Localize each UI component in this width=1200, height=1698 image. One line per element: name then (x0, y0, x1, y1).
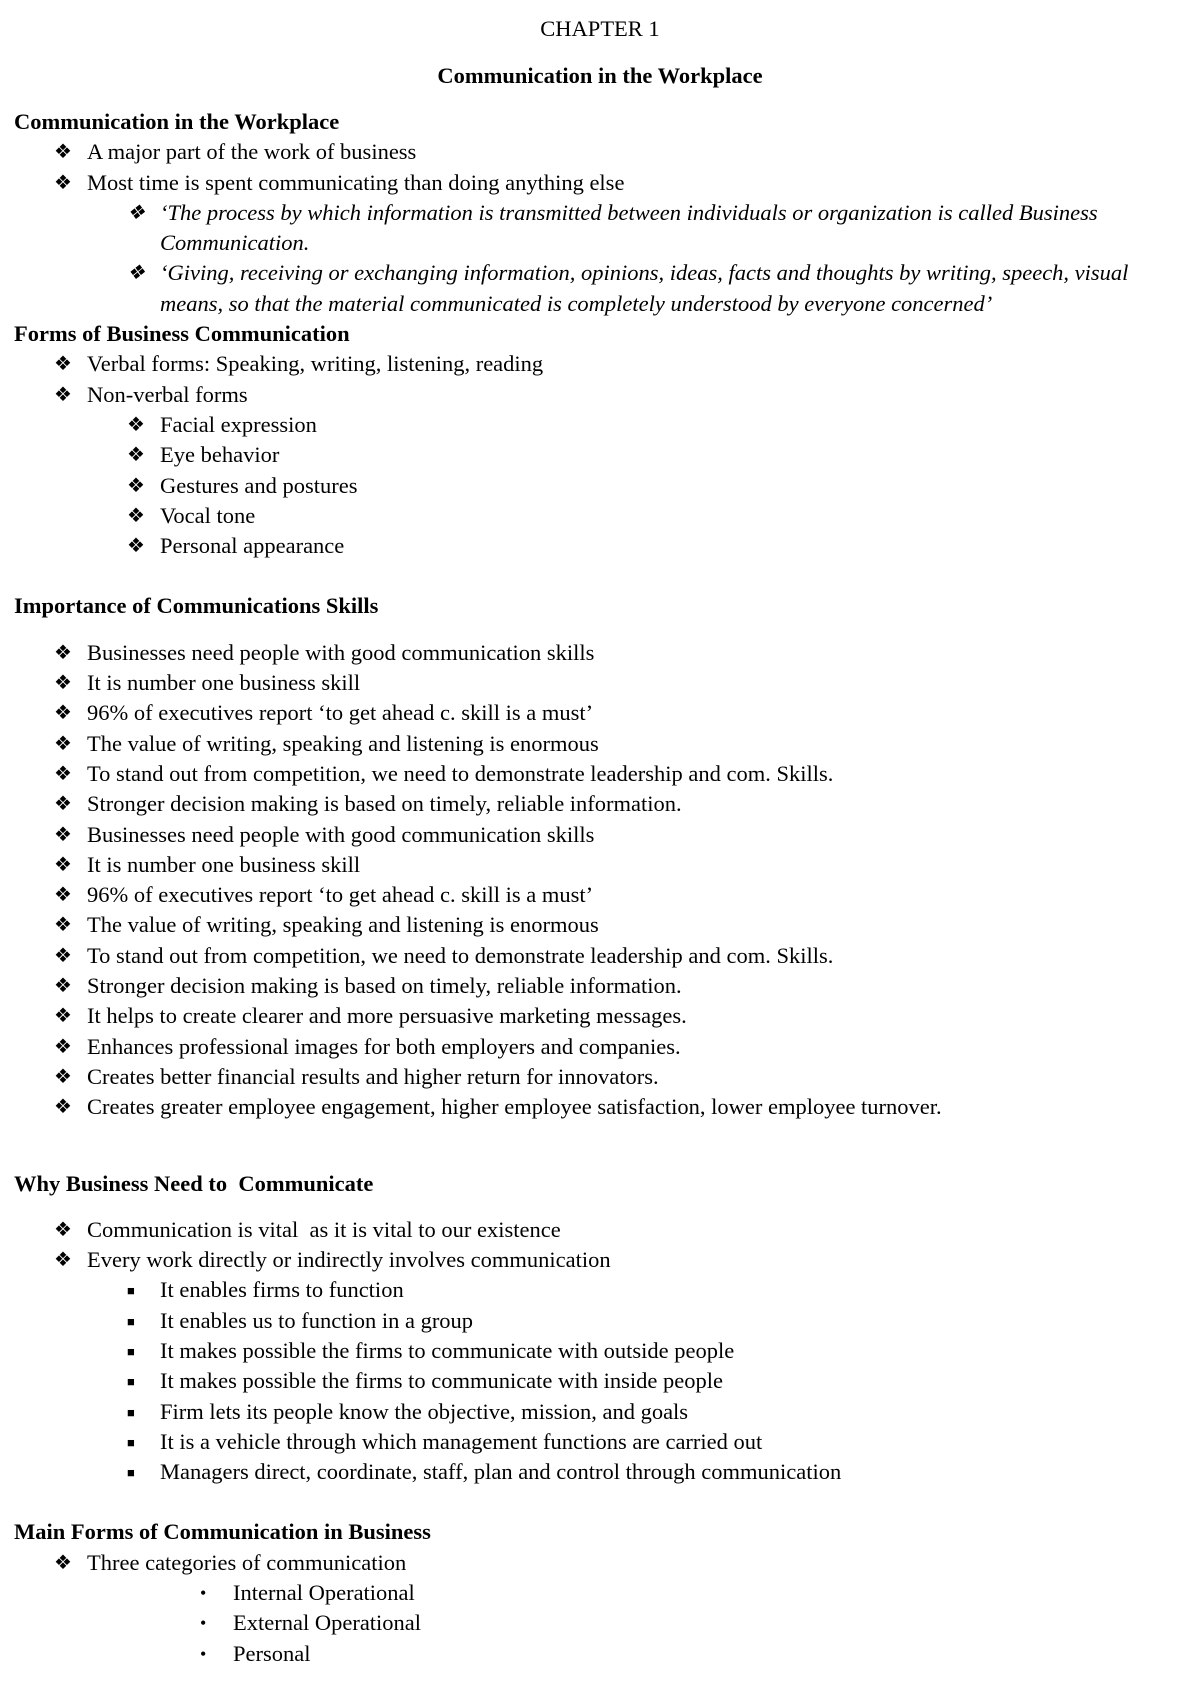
list-item: ❖ The value of writing, speaking and listening is enormous (14, 729, 1189, 759)
list-item: • External Operational (14, 1608, 1189, 1638)
list-item: ❖ Enhances professional images for both employers and companies. (14, 1032, 1189, 1062)
diamond-bullet-icon: ❖ (54, 793, 72, 816)
square-bullet-icon: ■ (127, 1404, 135, 1420)
list-item: ❖ Three categories of communication (14, 1548, 1189, 1578)
diamond-bullet-icon: ❖ (54, 672, 72, 695)
diamond-bullet-icon: ❖ (54, 1218, 72, 1241)
dot-bullet-icon: • (200, 1583, 207, 1604)
diamond-bullet-icon: ❖ (127, 262, 145, 285)
list-item: ■ It makes possible the firms to communicate with outside people (14, 1336, 1189, 1366)
diamond-bullet-icon: ❖ (54, 944, 72, 967)
diamond-bullet-icon: ❖ (127, 535, 145, 558)
list-item: ■ Managers direct, coordinate, staff, plan and control through communication (14, 1457, 1189, 1487)
diamond-bullet-icon: ❖ (54, 1065, 72, 1088)
list-item: ❖ Verbal forms: Speaking, writing, listening, reading (14, 349, 1189, 379)
list-item: ❖ Businesses need people with good communication skills (14, 638, 1189, 668)
diamond-bullet-icon: ❖ (54, 1249, 72, 1272)
list-item: ■ Firm lets its people know the objective, mission, and goals (14, 1397, 1189, 1427)
diamond-bullet-icon: ❖ (54, 141, 72, 164)
list-item: ■ It enables us to function in a group (14, 1306, 1189, 1336)
diamond-bullet-icon: ❖ (54, 1551, 72, 1574)
list-item: ❖ 96% of executives report ‘to get ahead c. skill is a must’ (14, 698, 1189, 728)
diamond-bullet-icon: ❖ (54, 1035, 72, 1058)
diamond-bullet-icon: ❖ (54, 171, 72, 194)
list-item: ■ It is a vehicle through which management functions are carried out (14, 1427, 1189, 1457)
list-item: • Personal (14, 1639, 1189, 1669)
square-bullet-icon: ■ (127, 1343, 135, 1359)
square-bullet-icon: ■ (127, 1313, 135, 1329)
list-item: ❖ Most time is spent communicating than doing anything else (14, 168, 1189, 198)
list-item: ❖ Communication is vital as it is vital to our existence (14, 1215, 1189, 1245)
section-heading-workplace: Communication in the Workplace (14, 109, 340, 134)
list-item: ❖ Gestures and postures (14, 471, 1189, 501)
diamond-bullet-icon: ❖ (54, 702, 72, 725)
diamond-bullet-icon: ❖ (54, 353, 72, 376)
list-item: ❖ To stand out from competition, we need to demonstrate leadership and com. Skills. (14, 759, 1189, 789)
list-item: ❖ Every work directly or indirectly involves communication (14, 1245, 1189, 1275)
list-item: ❖ It is number one business skill (14, 850, 1189, 880)
list-item: ❖ Stronger decision making is based on timely, reliable information. (14, 971, 1189, 1001)
list-item: ❖ Creates greater employee engagement, higher employee satisfaction, lower employee turnover. (14, 1092, 1189, 1122)
dot-bullet-icon: • (200, 1643, 207, 1664)
list-item: ❖ A major part of the work of business (14, 137, 1189, 167)
list-item: ❖ Stronger decision making is based on timely, reliable information. (14, 789, 1189, 819)
diamond-bullet-icon: ❖ (54, 853, 72, 876)
diamond-bullet-icon: ❖ (54, 914, 72, 937)
diamond-bullet-icon: ❖ (54, 1005, 72, 1028)
list-item: ❖ It helps to create clearer and more persuasive marketing messages. (14, 1001, 1189, 1031)
chapter-label: CHAPTER 1 (540, 16, 660, 41)
list-item: ❖ Non-verbal forms (14, 380, 1189, 410)
diamond-bullet-icon: ❖ (127, 474, 145, 497)
section-heading-why: Why Business Need to Communicate (14, 1170, 374, 1196)
diamond-bullet-icon: ❖ (54, 975, 72, 998)
list-item: ❖ Vocal tone (14, 501, 1189, 531)
square-bullet-icon: ■ (127, 1465, 135, 1481)
dot-bullet-icon: • (200, 1613, 207, 1634)
diamond-bullet-icon: ❖ (54, 823, 72, 846)
list-item: ❖ Personal appearance (14, 531, 1189, 561)
definition-item: ❖ ‘Giving, receiving or exchanging information, opinions, ideas, facts and thoughts by writing, speech, visual means, so that the material communicated is completely understood by everyone concerned’ (127, 260, 1129, 316)
list-item: ❖ Businesses need people with good communication skills (14, 820, 1189, 850)
diamond-bullet-icon: ❖ (127, 444, 145, 467)
section-heading-importance: Importance of Communications Skills (14, 593, 379, 619)
square-bullet-icon: ■ (127, 1283, 135, 1299)
page-title: Communication in the Workplace (437, 63, 763, 88)
diamond-bullet-icon: ❖ (127, 201, 145, 224)
diamond-bullet-icon: ❖ (54, 1096, 72, 1119)
list-item: ❖ The value of writing, speaking and listening is enormous (14, 910, 1189, 940)
diamond-bullet-icon: ❖ (54, 762, 72, 785)
diamond-bullet-icon: ❖ (54, 383, 72, 406)
list-item: ❖ Creates better financial results and higher return for innovators. (14, 1062, 1189, 1092)
diamond-bullet-icon: ❖ (127, 413, 145, 436)
list-item: ❖ It is number one business skill (14, 668, 1189, 698)
diamond-bullet-icon: ❖ (127, 504, 145, 527)
list-item: ❖ Facial expression (14, 410, 1189, 440)
definition-item: ❖ ‘The process by which information is transmitted between individuals or organization is called Business Communication. (127, 199, 1098, 256)
diamond-bullet-icon: ❖ (54, 641, 72, 664)
list-item: ❖ To stand out from competition, we need to demonstrate leadership and com. Skills. (14, 941, 1189, 971)
square-bullet-icon: ■ (127, 1374, 135, 1390)
diamond-bullet-icon: ❖ (54, 732, 72, 755)
list-item: ❖ Eye behavior (14, 440, 1189, 470)
list-item: ■ It makes possible the firms to communicate with inside people (14, 1366, 1189, 1396)
list-item: ❖ 96% of executives report ‘to get ahead c. skill is a must’ (14, 880, 1189, 910)
diamond-bullet-icon: ❖ (54, 884, 72, 907)
section-heading-main-forms: Main Forms of Communication in Business (14, 1519, 431, 1545)
list-item: • Internal Operational (14, 1578, 1189, 1608)
square-bullet-icon: ■ (127, 1434, 135, 1450)
section-heading-forms: Forms of Business Communication (14, 321, 350, 347)
list-item: ■ It enables firms to function (14, 1275, 1189, 1305)
document-body (14, 107, 1189, 1669)
